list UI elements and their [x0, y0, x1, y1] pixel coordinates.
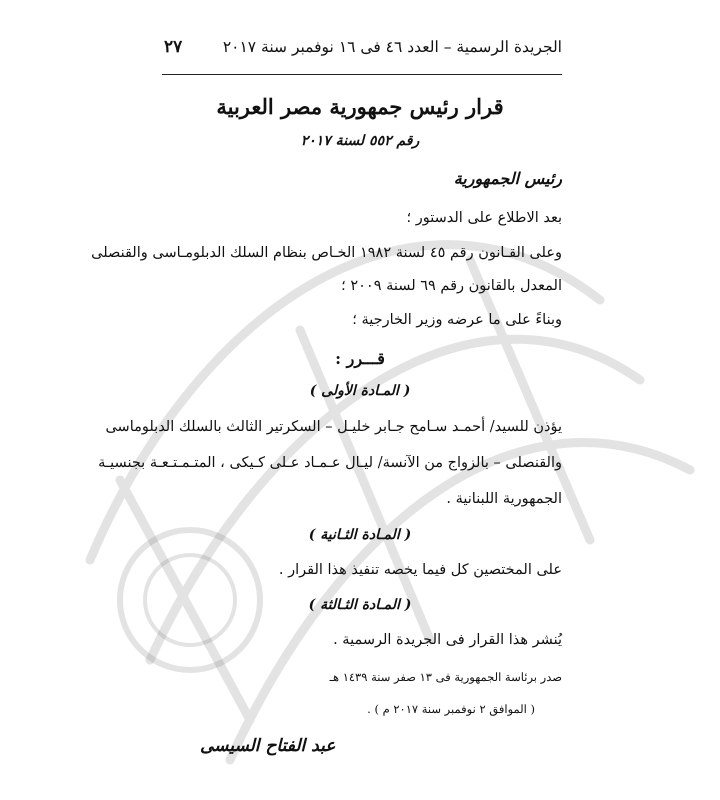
decree-number: رقم ٥٥٢ لسنة ٢٠١٧ [300, 133, 420, 149]
preamble-line: المعدل بالقانون رقم ٦٩ لسنة ٢٠٠٩ ؛ [341, 278, 562, 294]
preamble-line: وعلى القـانون رقم ٤٥ لسنة ١٩٨٢ الخـاص بنظام السلك الدبلومـاسى والقنصلى [91, 245, 562, 261]
article-line: يُنشر هذا القرار فى الجريدة الرسمية . [333, 632, 562, 648]
article-heading: ( المـادة الثـانية ) [308, 527, 412, 543]
issued-date-line: صدر برئاسة الجمهورية فى ١٣ صفر سنة ١٤٣٩ هـ [329, 670, 562, 684]
article-heading: ( المـادة الأولى ) [309, 383, 411, 399]
page-number: ٢٧ [164, 37, 183, 57]
issued-gregorian-line: ( الموافق ٢ نوفمبر سنة ٢٠١٧ م ) . [367, 702, 535, 716]
article-line: على المختصين كل فيما يخصه تنفيذ هذا القرار . [278, 562, 562, 578]
president-label: رئيس الجمهورية [453, 169, 562, 188]
decree-title: قرار رئيس جمهورية مصر العربية [216, 94, 504, 119]
preamble-line: وبناءً على ما عرضه وزير الخارجية ؛ [352, 312, 562, 328]
decided-heading: قـــرر : [335, 349, 385, 368]
article-line: الجمهورية اللبنانية . [446, 491, 562, 507]
signature-name: عبد الفتاح السيسى [200, 736, 336, 756]
article-line: يؤذن للسيد/ أحمـد سـامح جـابر خليـل – السكرتير الثالث بالسلك الدبلوماسى [105, 419, 562, 435]
article-line: والقنصلى – بالزواج من الآنسة/ ليـال عـمـاد عـلى كـيكى ، المتـمـتـعـة بجنسيـة [98, 455, 562, 471]
header-divider [162, 74, 562, 75]
header-text: الجريدة الرسمية – العدد ٤٦ فى ١٦ نوفمبر سنة ٢٠١٧ [222, 38, 562, 56]
article-heading: ( المـادة الثـالثة ) [308, 597, 412, 613]
preamble-line: بعد الاطلاع على الدستور ؛ [406, 210, 562, 226]
